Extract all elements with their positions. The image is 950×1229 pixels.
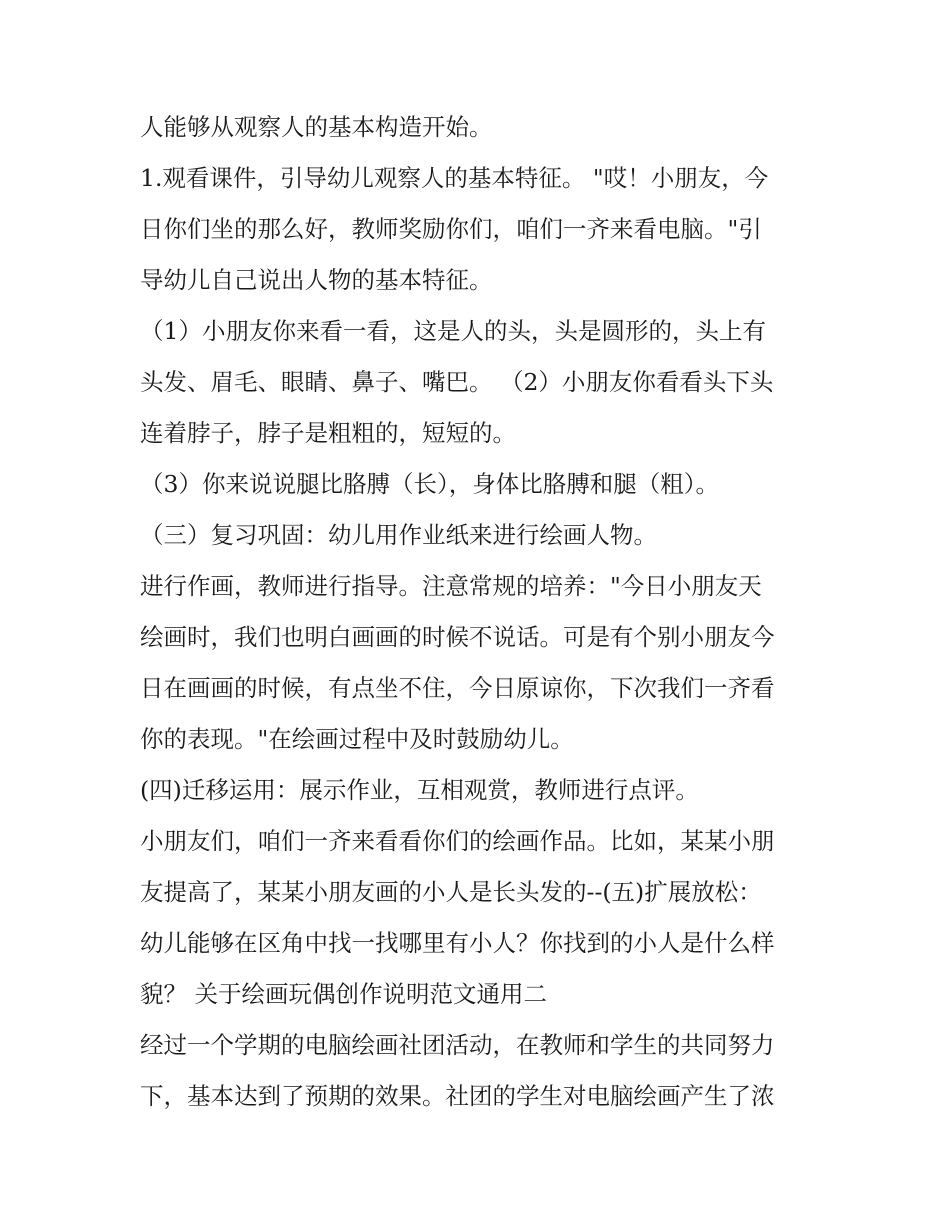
text-line: 头发、眉毛、眼睛、鼻子、嘴巴。 （2）小朋友你看看头下头: [140, 368, 774, 396]
text-line: 貌？ 关于绘画玩偶创作说明范文通用二: [140, 980, 547, 1008]
text-line: 下，基本达到了预期的效果。社团的学生对电脑绘画产生了浓: [140, 1082, 775, 1110]
text-line: 经过一个学期的电脑绘画社团活动，在教师和学生的共同努力: [140, 1031, 775, 1059]
text-line: （三）复习巩固：幼儿用作业纸来进行绘画人物。: [140, 521, 657, 549]
text-line: 幼儿能够在区角中找一找哪里有小人？你找到的小人是什么样: [140, 929, 775, 957]
text-line: 绘画时，我们也明白画画的时候不说话。可是有个别小朋友今: [140, 623, 775, 651]
text-line: 连着脖子，脖子是粗粗的，短短的。: [140, 419, 516, 447]
text-line: (四)迁移运用：展示作业，互相观赏，教师进行点评。: [140, 776, 699, 804]
text-line: 友提高了，某某小朋友画的小人是长头发的--(五)扩展放松：: [140, 878, 762, 906]
text-line: 1.观看课件，引导幼儿观察人的基本特征。 "哎！小朋友，今: [140, 164, 769, 192]
text-line: 日在画画的时候，有点坐不住，今日原谅你，下次我们一齐看: [140, 674, 775, 702]
text-line: 进行作画，教师进行指导。注意常规的培养："今日小朋友天: [140, 572, 762, 600]
text-line: （1）小朋友你来看一看，这是人的头，头是圆形的，头上有: [140, 317, 766, 345]
text-line: 小朋友们，咱们一齐来看看你们的绘画作品。比如，某某小朋: [140, 827, 775, 855]
text-line: （3）你来说说腿比胳膊（长），身体比胳膊和腿（粗）。: [140, 470, 719, 498]
text-line: 人能够从观察人的基本构造开始。: [140, 113, 493, 141]
text-line: 导幼儿自己说出人物的基本特征。: [140, 266, 493, 294]
text-line: 日你们坐的那么好，教师奖励你们，咱们一齐来看电脑。"引: [140, 215, 762, 243]
text-line: 你的表现。"在绘画过程中及时鼓励幼儿。: [140, 725, 574, 753]
